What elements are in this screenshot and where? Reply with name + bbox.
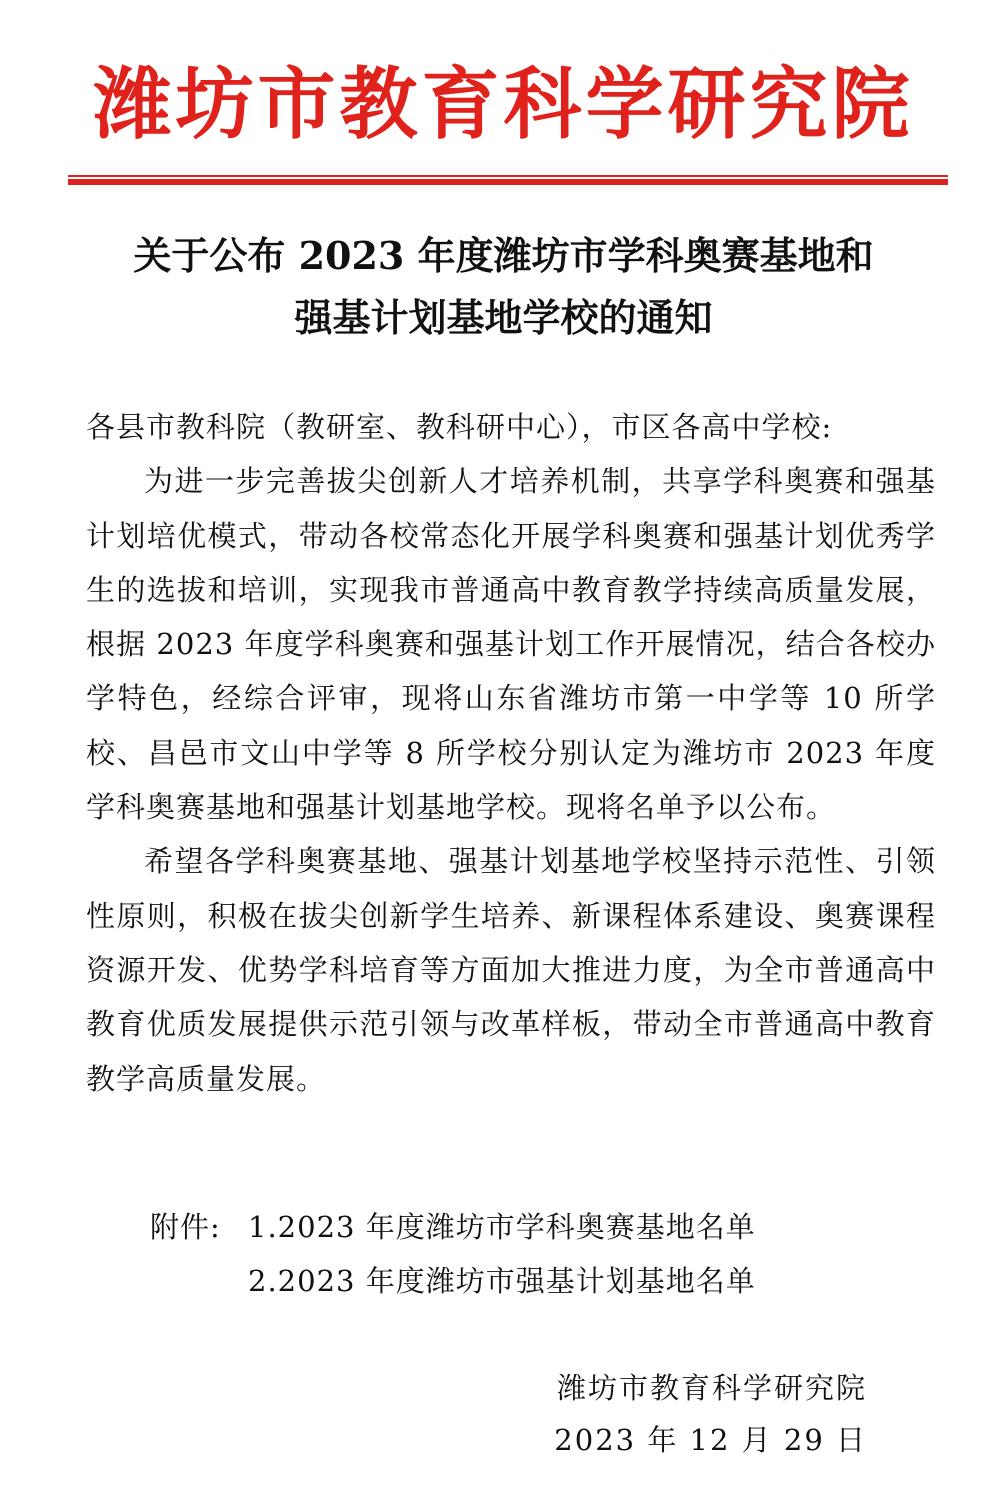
notice-body <box>86 400 936 1106</box>
org-header-title: 潍坊市教育科学研究院 <box>93 59 914 150</box>
attachments-label: 附件: <box>150 1210 221 1244</box>
signature-block <box>554 1362 867 1466</box>
attachment-row-2 <box>150 1254 910 1308</box>
notice-title <box>40 225 967 349</box>
notice-title-line-2: 强基计划基地学校的通知 <box>294 295 713 340</box>
attachments-section <box>150 1200 910 1308</box>
signature-org: 潍坊市教育科学研究院 <box>556 1371 867 1405</box>
attachment-item-1: 1.2023 年度潍坊市学科奥赛基地名单 <box>248 1210 756 1244</box>
attachment-row-1 <box>150 1200 910 1254</box>
salutation: 各县市教科院（教研室、教科研中心），市区各高中学校: <box>86 410 833 444</box>
body-paragraph-1: 为进一步完善拔尖创新人才培养机制，共享学科奥赛和强基计划培优模式，带动各校常态化开展学科奥赛和强基计划优秀学生的选拔和培训，实现我市普通高中教育教学持续高质量发展，根据 2023 年度学科奥赛和强基计划工作开展情况，结合各校办学特色，经综合评审，现将山东省潍坊市第一中学等 10 所学校、昌邑市文山中学等 8 所学校分别认定为潍坊市 2023 年度学科奥赛基地和强基计划基地学校。现将名单予以公布。 <box>86 464 936 825</box>
header-rule-thin <box>68 175 948 177</box>
header-rule-thick <box>68 179 948 185</box>
attachment-item-2: 2.2023 年度潍坊市强基计划基地名单 <box>248 1264 756 1298</box>
attachments-label-spacer <box>150 1254 248 1308</box>
signature-date: 2023 年 12 月 29 日 <box>554 1423 867 1457</box>
body-paragraph-2: 希望各学科奥赛基地、强基计划基地学校坚持示范性、引领性原则，积极在拔尖创新学生培养、新课程体系建设、奥赛课程资源开发、优势学科培育等方面加大推进力度，为全市普通高中教育优质发展提供示范引领与改革样板，带动全市普通高中教育教学高质量发展。 <box>86 844 936 1096</box>
notice-title-line-1: 关于公布 2023 年度潍坊市学科奥赛基地和 <box>133 233 874 278</box>
